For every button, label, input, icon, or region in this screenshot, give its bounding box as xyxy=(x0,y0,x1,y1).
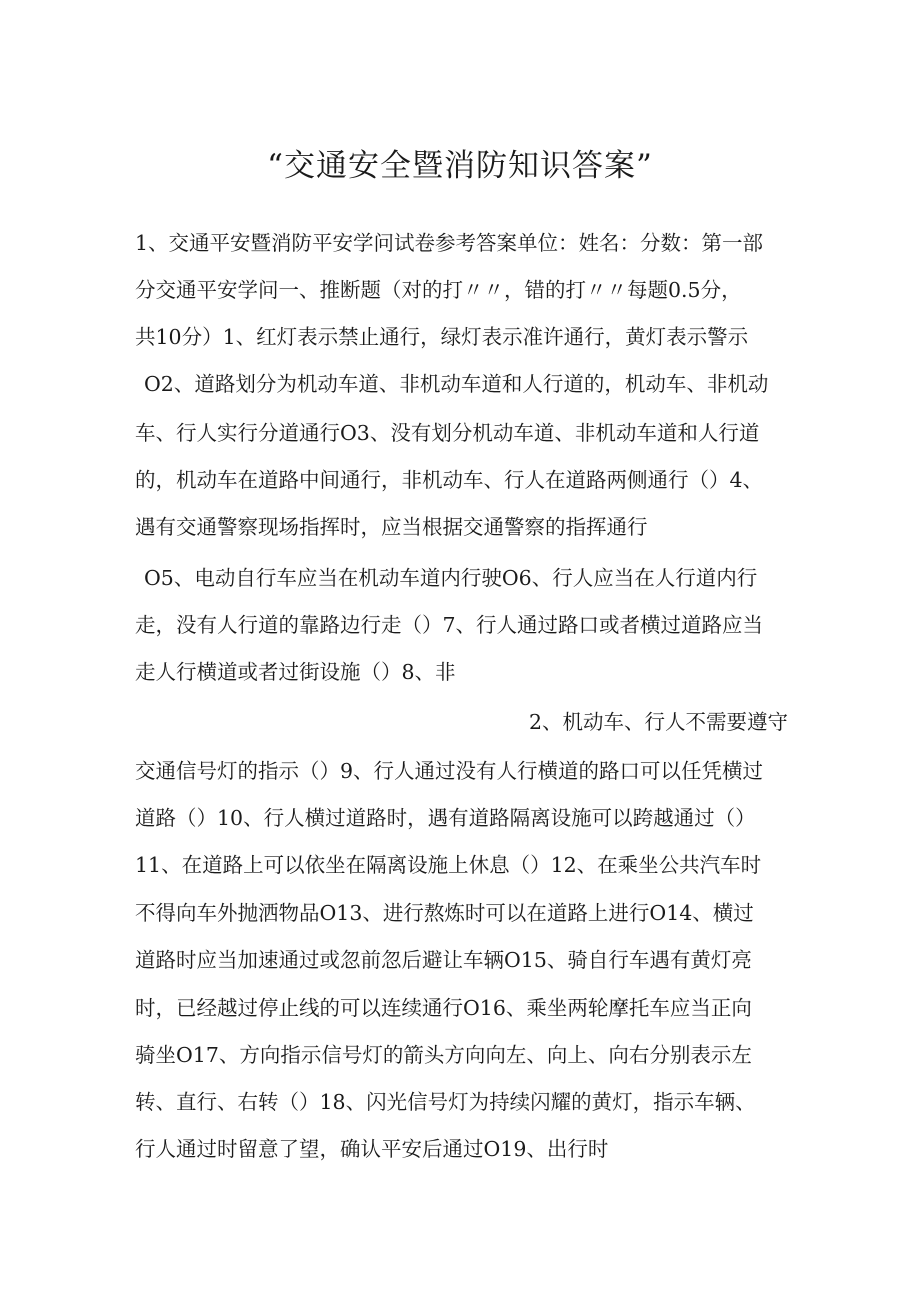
body-line: 车、行人实行分道通行O3、没有划分机动车道、非机动车道和人行道 xyxy=(135,421,760,445)
body-line: 时，已经越过停止线的可以连续通行O16、乘坐两轮摩托车应当正向 xyxy=(135,996,752,1020)
body-line: 11、在道路上可以依坐在隔离设施上休息（）12、在乘坐公共汽车时 xyxy=(135,853,762,877)
body-line: O2、道路划分为机动车道、非机动车道和人行道的，机动车、非机动 xyxy=(144,372,769,396)
document-title: “交通安全暨消防知识答案” xyxy=(267,148,653,184)
body-line: 的，机动车在道路中间通行，非机动车、行人在道路两侧通行（）4、 xyxy=(135,468,764,492)
body-line: 交通信号灯的指示（）9、行人通过没有人行横道的路口可以任凭横过 xyxy=(135,759,764,783)
body-line: 1、交通平安暨消防平安学问试卷参考答案单位：姓名：分数：第一部 xyxy=(135,231,764,255)
body-line: 转、直行、右转（）18、闪光信号灯为持续闪耀的黄灯，指示车辆、 xyxy=(135,1090,756,1114)
body-line-right: 2、机动车、行人不需要遵守 xyxy=(528,710,788,734)
body-line: 分交通平安学问一、推断题（对的打〃〃，错的打〃〃每题0.5分， xyxy=(135,278,742,302)
body-line: 道路时应当加速通过或忽前忽后避让车辆O15、骑自行车遇有黄灯亮 xyxy=(135,948,752,972)
body-line: 行人通过时留意了望，确认平安后通过O19、出行时 xyxy=(135,1137,609,1161)
body-line: 走，没有人行道的靠路边行走（）7、行人通过路口或者横过道路应当 xyxy=(135,613,764,637)
body-line: 走人行横道或者过街设施（）8、非 xyxy=(135,660,456,684)
body-line: 不得向车外抛洒物品O13、进行熬炼时可以在道路上进行O14、横过 xyxy=(135,901,754,925)
body-line: O5、电动自行车应当在机动车道内行驶O6、行人应当在人行道内行 xyxy=(144,566,758,590)
body-line: 道路（）10、行人横过道路时，遇有道路隔离设施可以跨越通过（） xyxy=(135,806,756,830)
body-line: 共10分）1、红灯表示禁止通行，绿灯表示准许通行，黄灯表示警示 xyxy=(135,325,749,349)
body-line: 遇有交通警察现场指挥时，应当根据交通警察的指挥通行 xyxy=(135,515,648,539)
body-line: 骑坐O17、方向指示信号灯的箭头方向向左、向上、向右分别表示左 xyxy=(135,1043,752,1067)
